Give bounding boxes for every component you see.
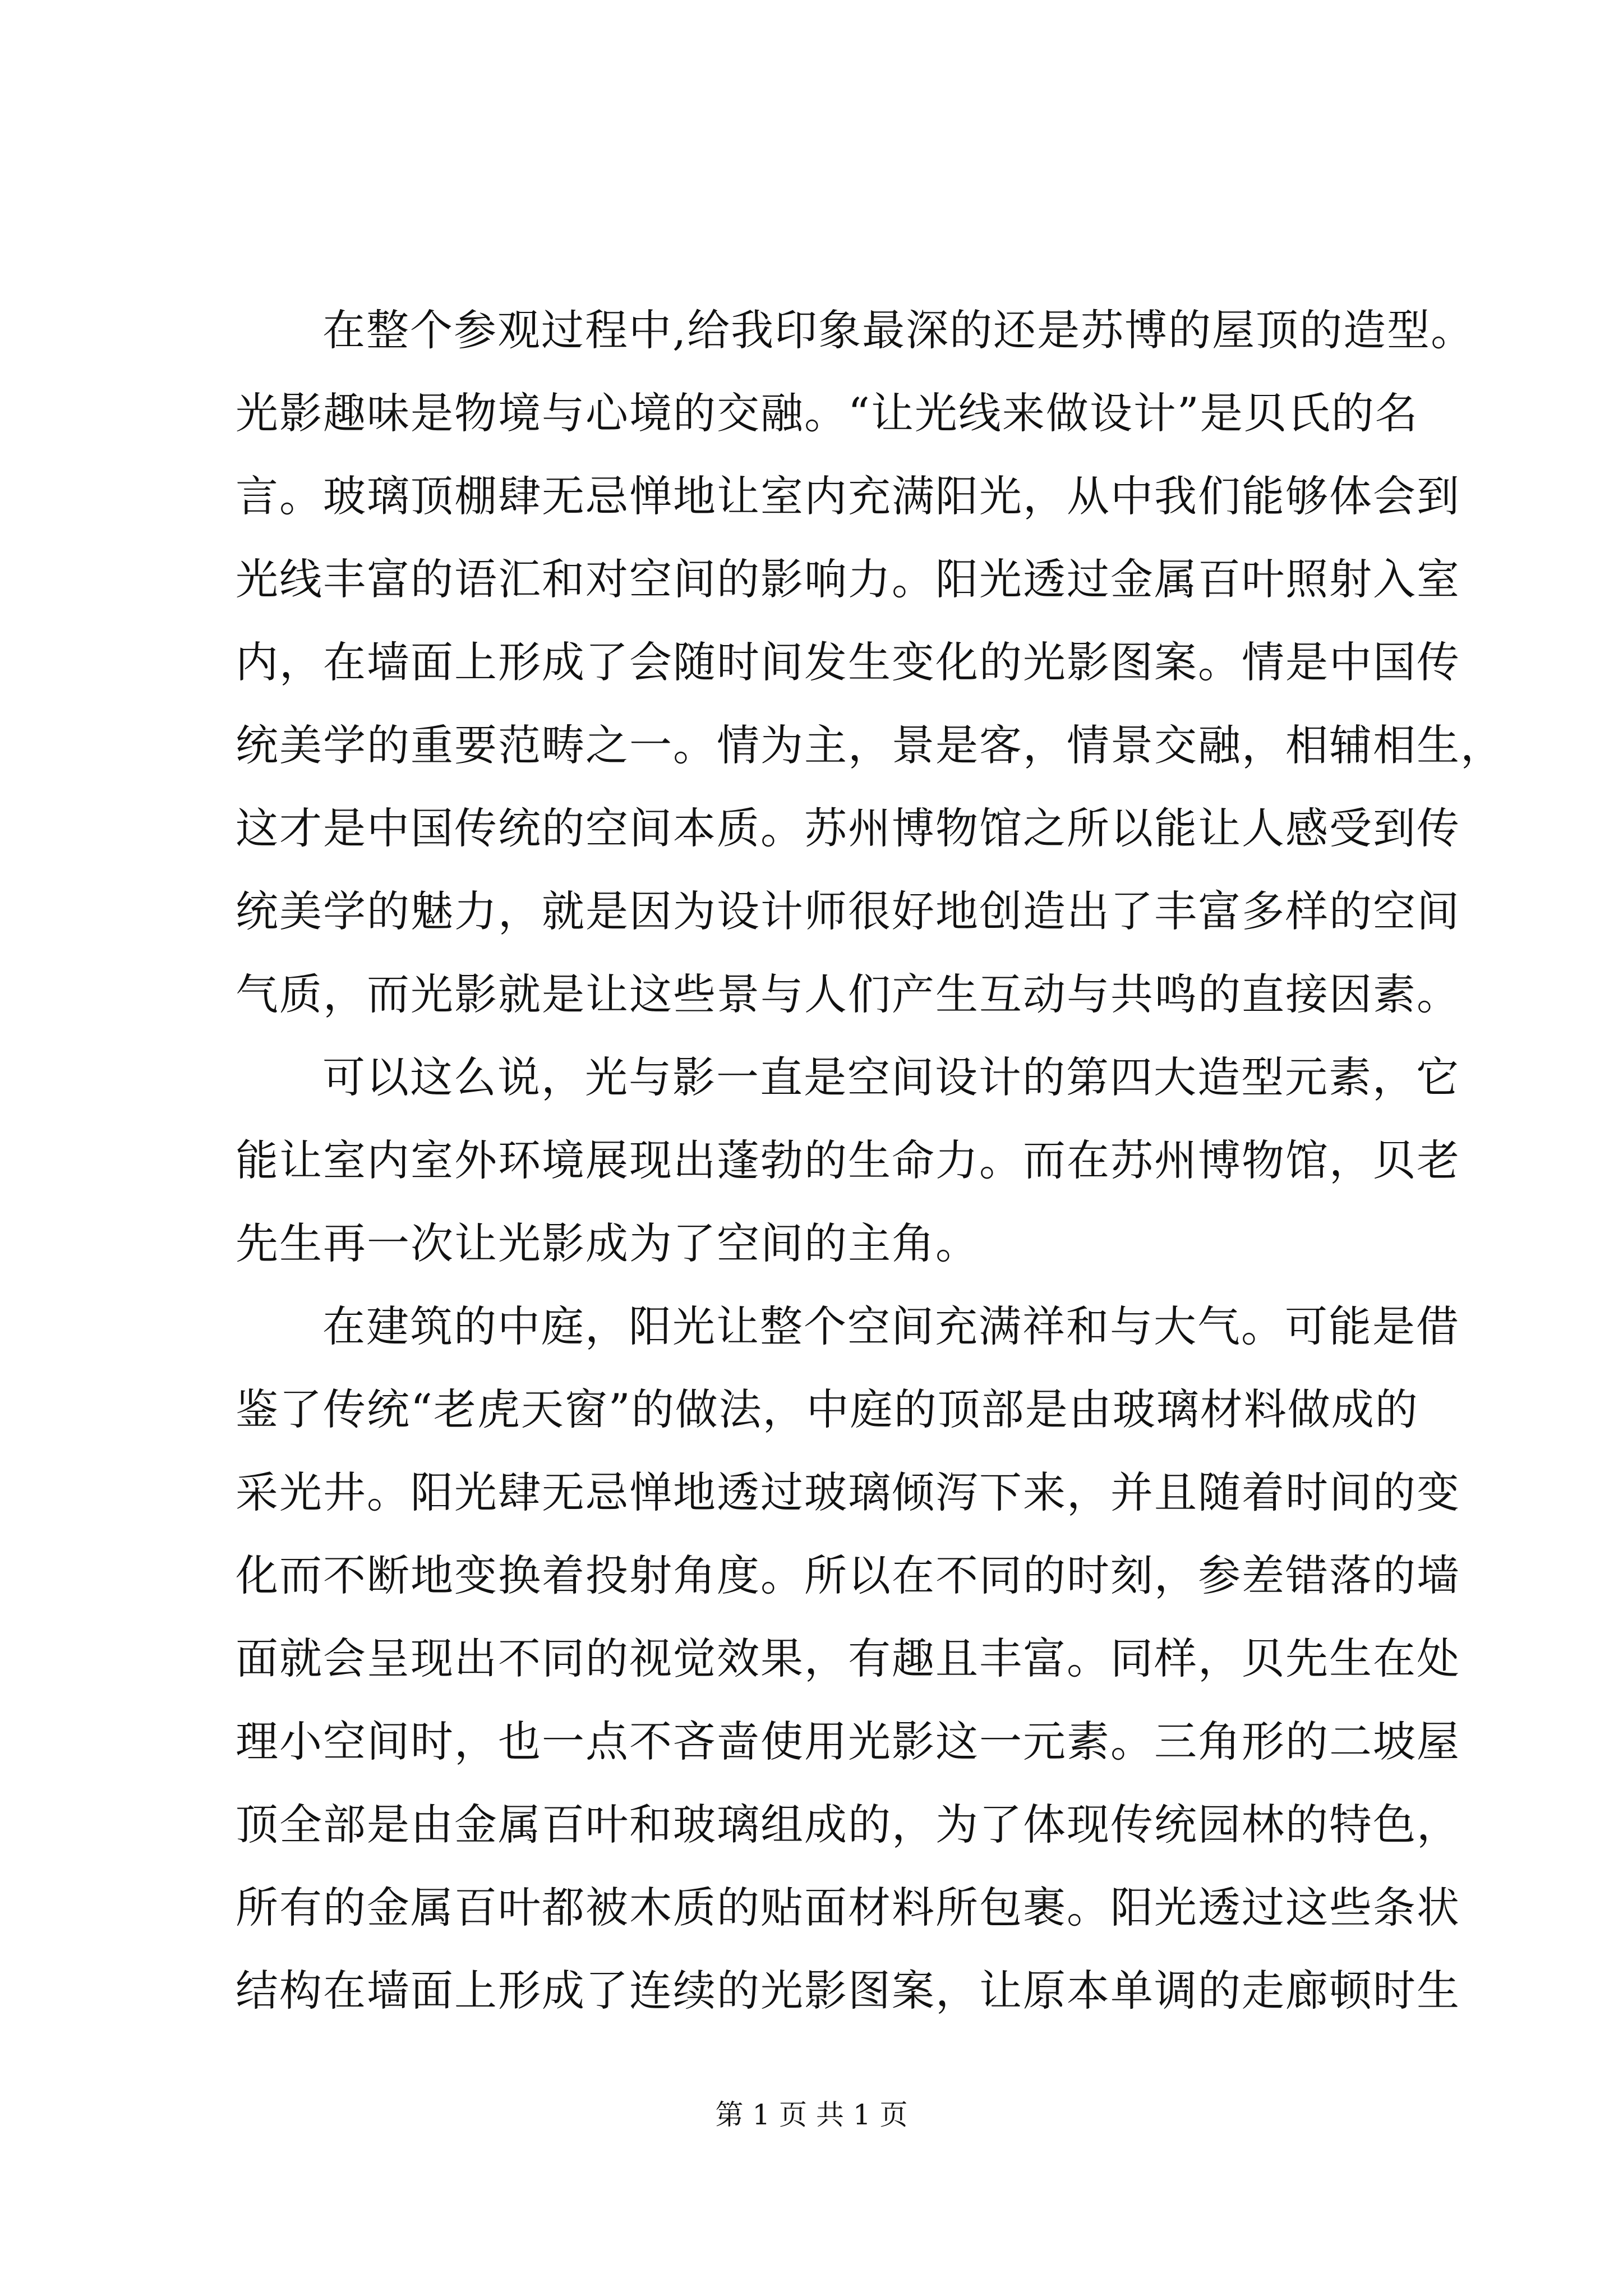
text-line: 统美学的魅力，就是因为设计师很好地创造出了丰富多样的空间	[236, 886, 1460, 936]
text-line: 光线丰富的语汇和对空间的影响力。阳光透过金属百叶照射入室	[236, 554, 1460, 604]
page-number: 第 1 页 共 1 页	[715, 2099, 908, 2131]
text-line: 统美学的重要范畴之一。情为主，景是客，情景交融，相辅相生，	[236, 720, 1504, 770]
text-line: 可以这么说，光与影一直是空间设计的第四大造型元素，它	[322, 1052, 1460, 1102]
text-line: 所有的金属百叶都被木质的贴面材料所包裹。阳光透过这些条状	[236, 1883, 1460, 1932]
text-line: 化而不断地变换着投射角度。所以在不同的时刻，参差错落的墙	[236, 1550, 1460, 1600]
text-line: 理小空间时，也一点不吝啬使用光影这一元素。三角形的二坡屋	[236, 1717, 1460, 1766]
text-line: 言。玻璃顶棚肆无忌惮地让室内充满阳光，从中我们能够体会到	[236, 471, 1460, 521]
text-line: 面就会呈现出不同的视觉效果，有趣且丰富。同样，贝先生在处	[236, 1634, 1460, 1683]
text-line: 结构在墙面上形成了连续的光影图案，让原本单调的走廊顿时生	[236, 1966, 1460, 2016]
document-body	[236, 289, 1504, 2032]
text-line: 光影趣味是物境与心境的交融。“让光线来做设计”是贝氏的名	[236, 388, 1419, 438]
text-line: 顶全部是由金属百叶和玻璃组成的，为了体现传统园林的特色，	[236, 1800, 1460, 1849]
text-line: 这才是中国传统的空间本质。苏州博物馆之所以能让人感受到传	[236, 803, 1460, 853]
text-line: 先生再一次让光影成为了空间的主角。	[236, 1218, 979, 1268]
text-line: 内，在墙面上形成了会随时间发生变化的光影图案。情是中国传	[236, 637, 1460, 687]
text-line: 能让室内室外环境展现出蓬勃的生命力。而在苏州博物馆，贝老	[236, 1135, 1460, 1185]
text-line: 采光井。阳光肆无忌惮地透过玻璃倾泻下来，并且随着时间的变	[236, 1467, 1460, 1517]
page-footer	[0, 2095, 1623, 2134]
text-line: 鉴了传统“老虎天窗”的做法，中庭的顶部是由玻璃材料做成的	[236, 1384, 1419, 1434]
text-line: 在建筑的中庭，阳光让整个空间充满祥和与大气。可能是借	[322, 1301, 1460, 1351]
text-line: 气质，而光影就是让这些景与人们产生互动与共鸣的直接因素。	[236, 969, 1460, 1019]
text-line: 在整个参观过程中,给我印象最深的还是苏博的屋顶的造型。	[322, 305, 1475, 355]
